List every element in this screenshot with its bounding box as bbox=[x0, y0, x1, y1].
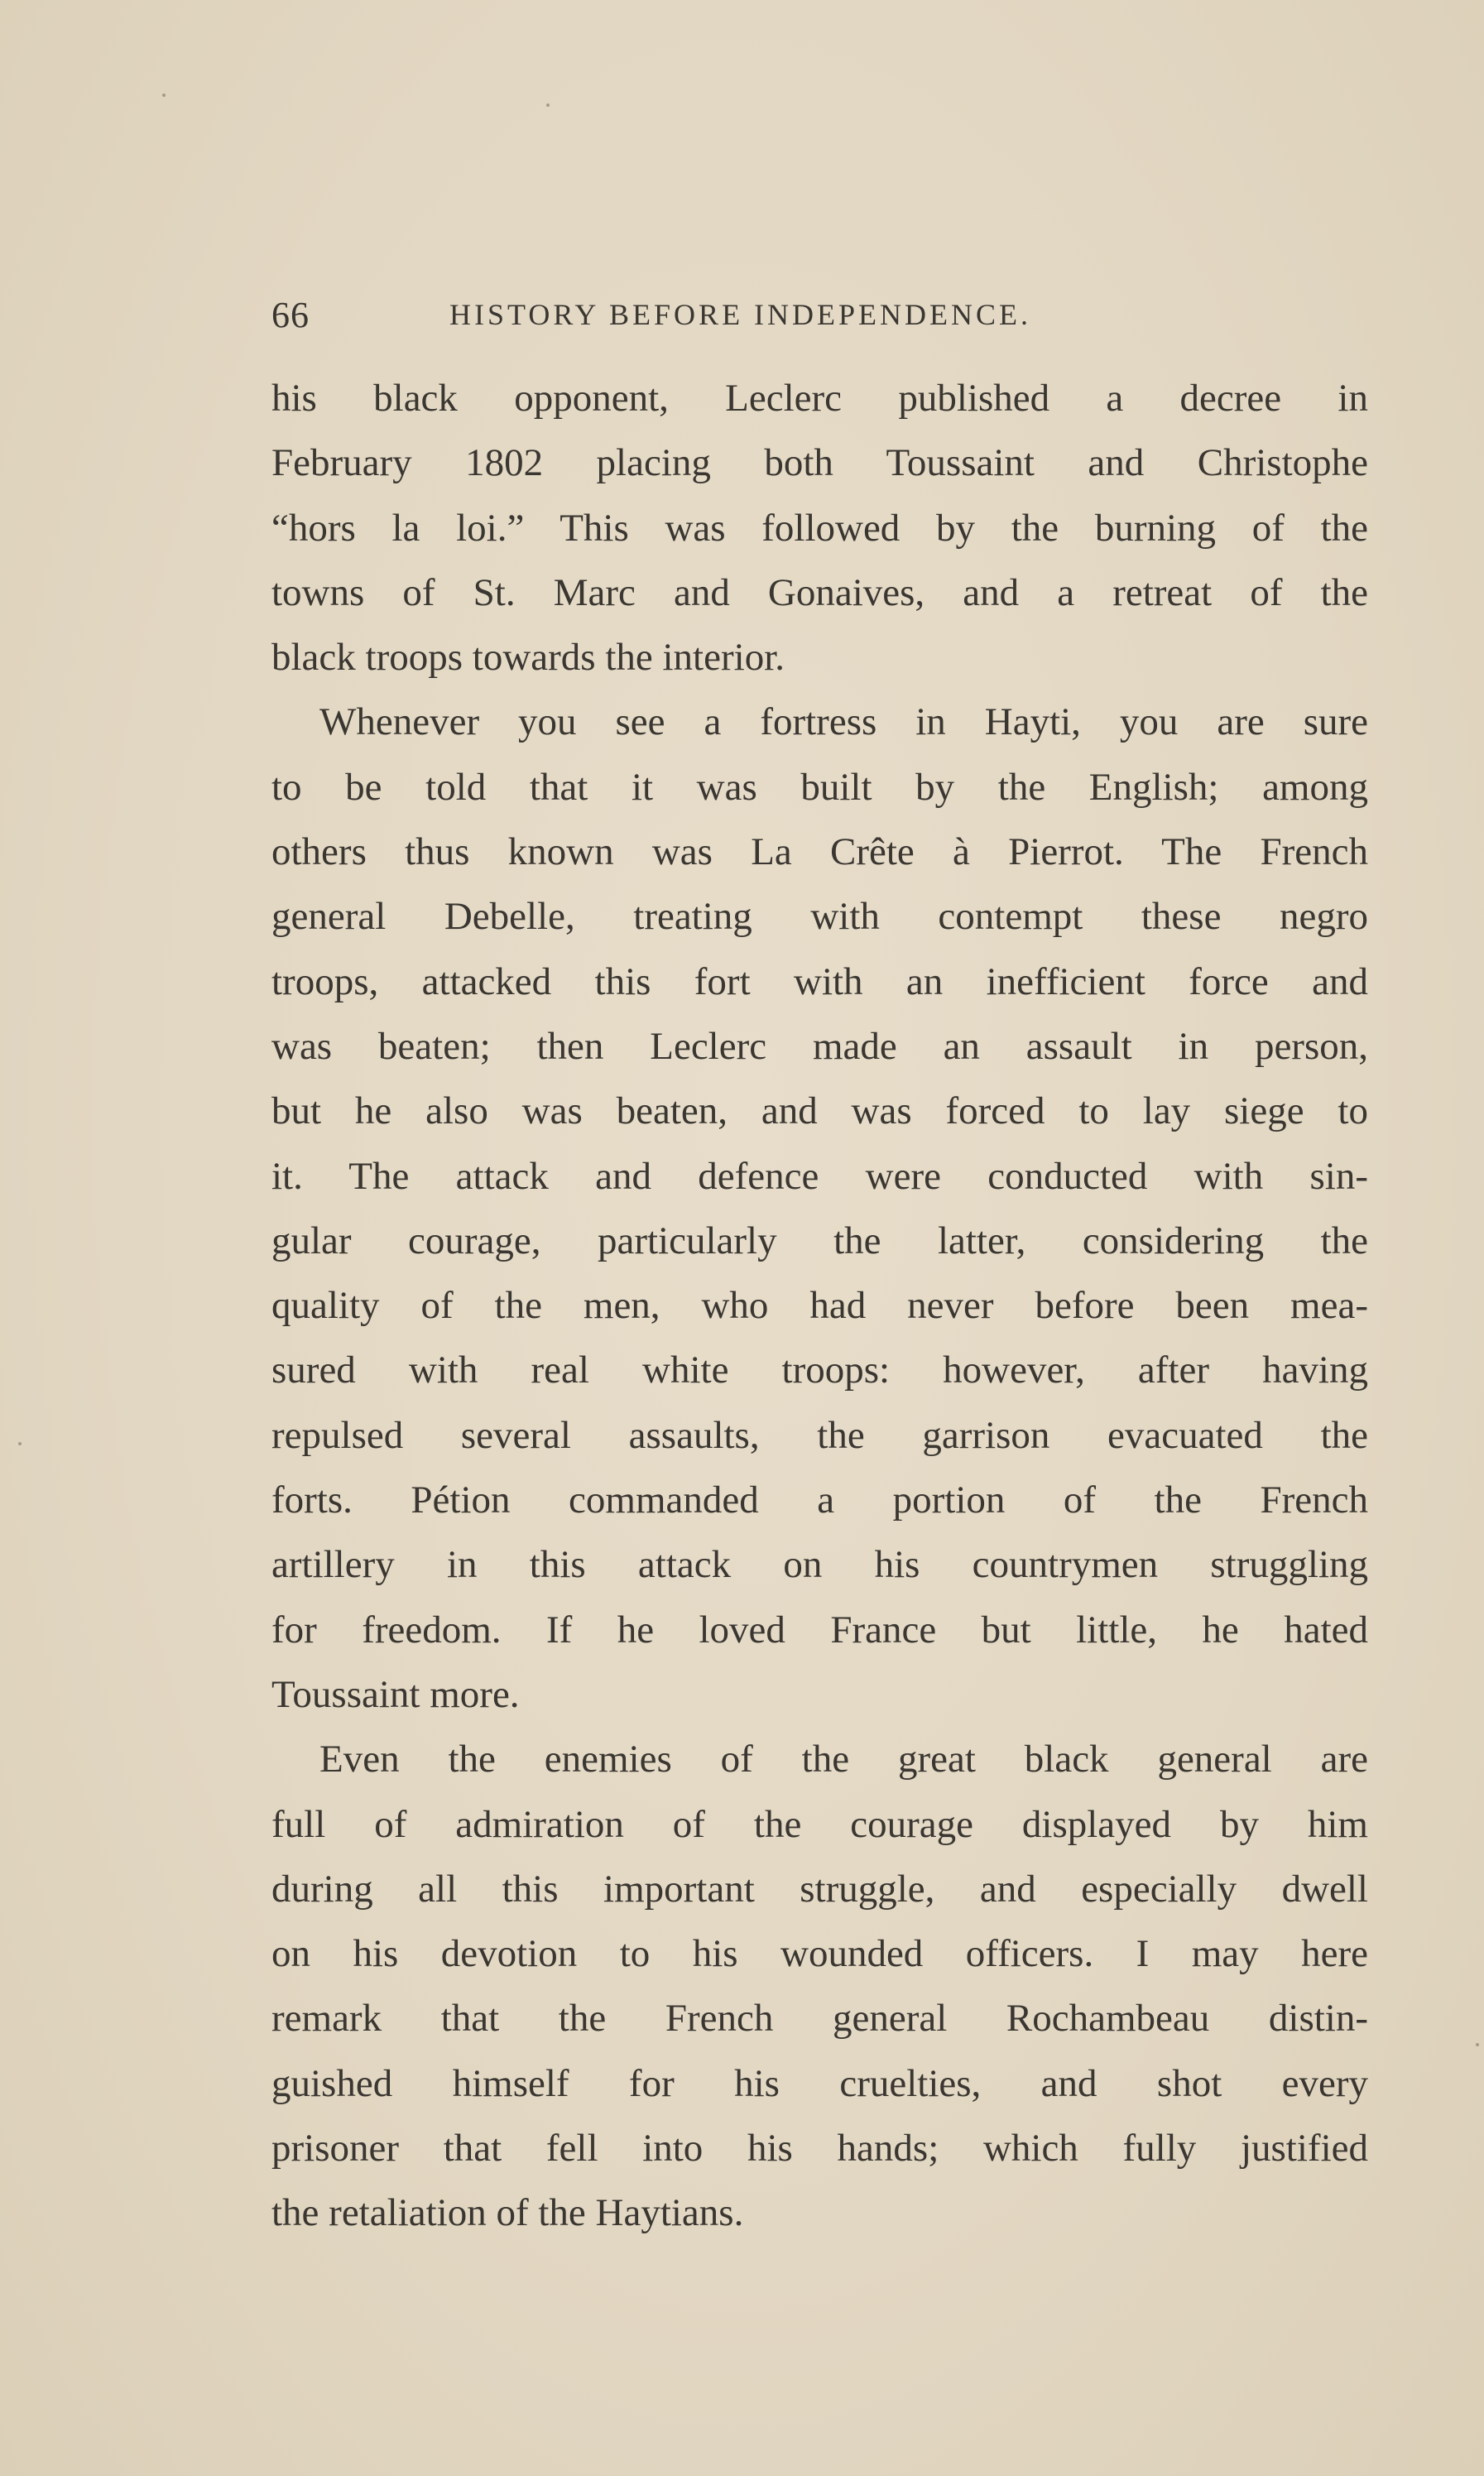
text-line: general Debelle, treating with contempt these negro bbox=[271, 895, 1368, 939]
text-line: others thus known was La Crête à Pierrot. The French bbox=[271, 830, 1368, 874]
text-line: gular courage, particularly the latter, considering the bbox=[271, 1219, 1368, 1262]
text-line: on his devotion to his wounded officers. I may here bbox=[271, 1932, 1368, 1976]
text-line: prisoner that fell into his hands; which fully justified bbox=[271, 2127, 1368, 2171]
text-line: artillery in this attack on his countrymen struggling bbox=[271, 1543, 1368, 1587]
text-line: repulsed several assaults, the garrison evacuated the bbox=[271, 1413, 1368, 1457]
text-line: for freedom. If he loved France but little, he hated bbox=[271, 1608, 1368, 1651]
paper-speck bbox=[1476, 2043, 1479, 2046]
body-text bbox=[271, 366, 1368, 2246]
text-line: was beaten; then Leclerc made an assault in person, bbox=[271, 1024, 1368, 1068]
text-line: full of admiration of the courage displayed by him bbox=[271, 1802, 1368, 1846]
text-line: black troops towards the interior. bbox=[271, 636, 785, 680]
page-header bbox=[271, 294, 1368, 344]
paragraph-first-line: Whenever you see a fortress in Hayti, you are sure bbox=[319, 700, 1368, 744]
text-line: sured with real white troops: however, after having bbox=[271, 1349, 1368, 1392]
text-line: to be told that it was built by the English; among bbox=[271, 765, 1368, 809]
page-number: 66 bbox=[271, 295, 310, 335]
running-title: HISTORY BEFORE INDEPENDENCE. bbox=[449, 298, 1032, 331]
text-line: troops, attacked this fort with an inefficient force and bbox=[271, 959, 1368, 1003]
text-line: guished himself for his cruelties, and shot every bbox=[271, 2061, 1368, 2105]
text-line: remark that the French general Rochambeau distin- bbox=[271, 1997, 1368, 2041]
text-line: his black opponent, Leclerc published a decree in bbox=[271, 377, 1368, 420]
text-line: but he also was beaten, and was forced to lay siege to bbox=[271, 1089, 1368, 1133]
text-line: during all this important struggle, and especially dwell bbox=[271, 1867, 1368, 1911]
text-line: quality of the men, who had never before been mea- bbox=[271, 1284, 1368, 1328]
text-line: towns of St. Marc and Gonaives, and a retreat of the bbox=[271, 570, 1368, 614]
text-line: it. The attack and defence were conducted with sin- bbox=[271, 1154, 1368, 1198]
text-line: the retaliation of the Haytians. bbox=[271, 2191, 744, 2235]
text-line: forts. Pétion commanded a portion of the French bbox=[271, 1478, 1368, 1522]
paper-speck bbox=[18, 1442, 22, 1445]
paper-speck bbox=[546, 103, 550, 107]
paragraph-first-line: Even the enemies of the great black general are bbox=[319, 1738, 1368, 1781]
paper-speck bbox=[162, 94, 166, 97]
text-line: Toussaint more. bbox=[271, 1672, 520, 1716]
text-line: February 1802 placing both Toussaint and Christophe bbox=[271, 441, 1368, 485]
text-line: “hors la loi.” This was followed by the burning of the bbox=[271, 506, 1368, 550]
